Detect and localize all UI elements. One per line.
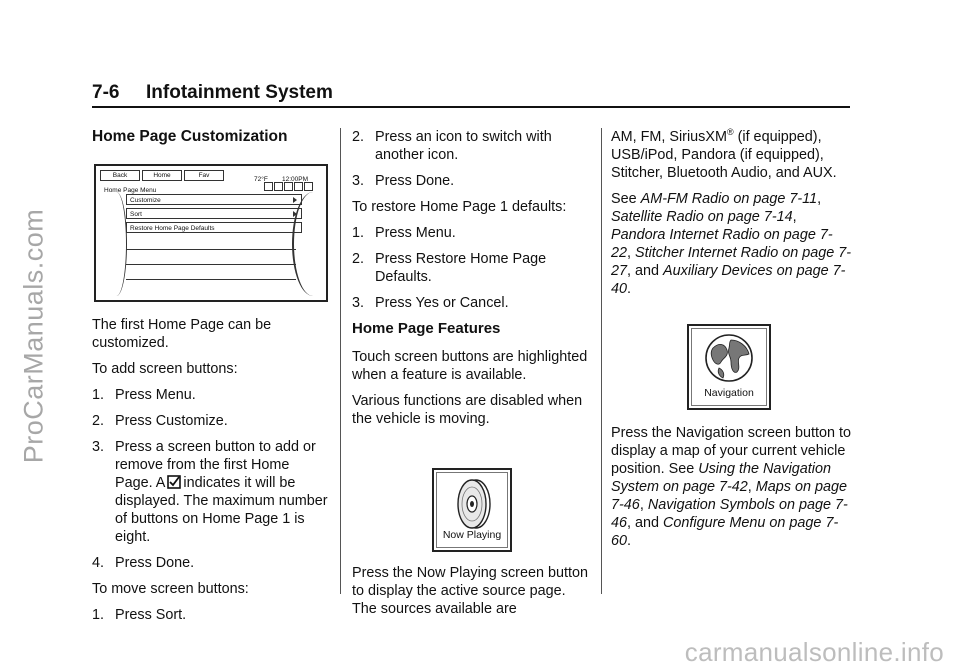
status-icon bbox=[264, 182, 273, 191]
paragraph: Touch screen buttons are highlighted when a feature is available. bbox=[352, 349, 588, 383]
status-icon bbox=[284, 182, 293, 191]
list-item: 2. Press Customize. bbox=[92, 413, 228, 429]
paragraph: AM, FM, SiriusXM® (if equipped), USB/iPod, Pandora (if equipped), Stitcher, Bluetooth Audio, and AUX. bbox=[611, 127, 837, 181]
screenshot-menu-item: Restore Home Page Defaults bbox=[126, 222, 302, 233]
page-header bbox=[92, 82, 850, 108]
side-watermark: ProCarManuals.com bbox=[18, 208, 49, 464]
list-item: 3. Press Yes or Cancel. bbox=[352, 295, 509, 311]
paragraph: Press the Now Playing screen button to display the active source page. The sources available are bbox=[352, 565, 588, 617]
status-icon bbox=[294, 182, 303, 191]
screenshot-left-curve bbox=[106, 192, 127, 296]
status-icon bbox=[304, 182, 313, 191]
paragraph: The first Home Page can be customized. bbox=[92, 317, 272, 351]
screenshot-menu-item: Sort bbox=[126, 208, 302, 219]
home-page-menu-screenshot bbox=[94, 164, 328, 302]
paragraph: To move screen buttons: bbox=[92, 581, 249, 597]
cross-reference-link[interactable]: Auxiliary Devices on page 7-40 bbox=[611, 263, 846, 297]
screenshot-menu-item: Customize bbox=[126, 194, 302, 205]
list-item: 4. Press Done. bbox=[92, 555, 195, 571]
list-item: 1. Press Menu. bbox=[92, 387, 196, 403]
screenshot-empty-row bbox=[126, 264, 296, 265]
section-heading: Home Page Customization bbox=[92, 128, 288, 145]
cross-reference-link[interactable]: Satellite Radio on page 7-14 bbox=[611, 209, 793, 225]
cross-reference-link[interactable]: Using the Navigation System on page 7-42 bbox=[611, 461, 831, 495]
screenshot-tabs bbox=[100, 170, 224, 181]
paragraph: To restore Home Page 1 defaults: bbox=[352, 199, 567, 215]
page-title: Infotainment System bbox=[146, 82, 333, 103]
column-1 bbox=[92, 128, 332, 632]
screenshot-menu-title: Home Page Menu bbox=[104, 187, 157, 194]
list-item: 1. Press Sort. bbox=[92, 607, 187, 623]
screenshot-back-tab: Back bbox=[100, 170, 140, 181]
paragraph: Various functions are disabled when the vehicle is moving. bbox=[352, 393, 583, 427]
cross-reference-link[interactable]: Maps on page 7-46 bbox=[611, 479, 848, 513]
globe-icon bbox=[703, 332, 755, 384]
chevron-right-icon bbox=[293, 197, 297, 203]
column-divider bbox=[601, 128, 602, 594]
column-3 bbox=[611, 128, 851, 558]
cross-reference-link[interactable]: AM-FM Radio on page 7-11 bbox=[640, 191, 818, 207]
screenshot-status-icons bbox=[264, 182, 313, 191]
now-playing-button-illustration bbox=[432, 468, 512, 552]
cross-reference-link[interactable]: Stitcher Internet Radio on page 7-27 bbox=[611, 245, 852, 279]
navigation-label: Navigation bbox=[704, 387, 754, 399]
list-item: 2. Press an icon to switch with another icon. bbox=[352, 129, 552, 163]
list-item: 3. Press a screen button to add or remove from the first Home Page. A indicates it will be displayed. The maximum number of buttons on Home Page 1 is eight. bbox=[92, 439, 328, 545]
cross-reference-link[interactable]: Pandora Internet Radio on page 7-22 bbox=[611, 227, 833, 261]
list-item: 1. Press Menu. bbox=[352, 225, 456, 241]
screenshot-empty-row bbox=[126, 249, 296, 250]
cross-reference-link[interactable]: Configure Menu on page 7-60 bbox=[611, 515, 839, 549]
screenshot-fav-tab: Fav bbox=[184, 170, 224, 181]
section-heading: Home Page Features bbox=[352, 320, 501, 337]
page-number: 7-6 bbox=[92, 82, 120, 103]
checkmark-box-icon bbox=[167, 475, 181, 489]
cross-reference-link[interactable]: Navigation Symbols on page 7-46 bbox=[611, 497, 848, 531]
navigation-button-illustration bbox=[687, 324, 771, 410]
screenshot-clock: 12:00PM bbox=[282, 176, 309, 183]
list-item: 2. Press Restore Home Page Defaults. bbox=[352, 251, 547, 285]
column-divider bbox=[340, 128, 341, 594]
screenshot-empty-row bbox=[126, 279, 296, 280]
paragraph: To add screen buttons: bbox=[92, 361, 238, 377]
screenshot-home-tab: Home bbox=[142, 170, 182, 181]
cd-disc-icon bbox=[442, 476, 502, 532]
now-playing-label: Now Playing bbox=[442, 529, 502, 541]
screenshot-temperature: 72°F bbox=[254, 176, 268, 183]
status-icon bbox=[274, 182, 283, 191]
bottom-watermark: carmanualsonline.info bbox=[684, 637, 944, 667]
paragraph: See AM-FM Radio on page 7-11, Satellite Radio on page 7-14, Pandora Internet Radio on page 7-22, Stitcher Internet Radio on page 7-27, and Auxiliary Devices on page 7-40. bbox=[611, 191, 852, 297]
paragraph: Press the Navigation screen button to display a map of your current vehicle position. See Using the Navigation System on page 7-42, Maps on page 7-46, Navigation Symbols on page 7-46, and Configure Menu on page 7-60. bbox=[611, 425, 851, 549]
screenshot-right-curve bbox=[292, 192, 328, 296]
list-item: 3. Press Done. bbox=[352, 173, 455, 189]
column-2 bbox=[352, 128, 592, 626]
